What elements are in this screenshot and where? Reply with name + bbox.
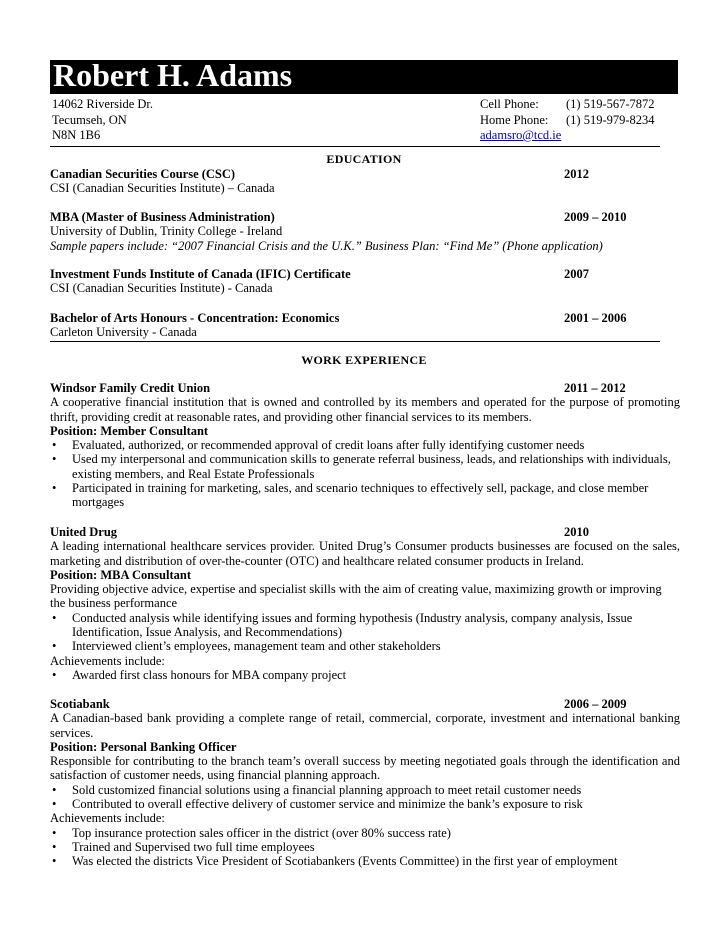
position-title: Position: Personal Banking Officer xyxy=(50,739,237,754)
position-title: Position: Member Consultant xyxy=(50,423,209,438)
company-description: A Canadian-based bank providing a complete range of retail, commercial, corporate, investment and international banking services. xyxy=(50,711,680,740)
list-item: • Sold customized financial solutions using a financial planning approach to meet retail customer needs xyxy=(50,783,680,797)
list-item: • Evaluated, authorized, or recommended approval of credit loans after fully identifying customer needs xyxy=(50,438,680,452)
job-entry xyxy=(50,525,680,682)
address-line: 14062 Riverside Dr. xyxy=(52,97,154,111)
list-item: • Conducted analysis while identifying issues and forming hypothesis (Industry analysis, company analysis, Issue Identification, Issue Analysis, and Recommendations) xyxy=(50,611,680,640)
home-label: Home Phone: xyxy=(480,112,549,127)
phone-block xyxy=(480,97,655,144)
sample-papers-note: Sample papers include: “2007 Financial Crisis and the U.K.” Business Plan: “Find Me” (Phone application) xyxy=(50,238,603,253)
company-name: United Drug xyxy=(50,525,118,539)
job-entry xyxy=(50,697,680,869)
company-description: A cooperative financial institution that is owned and controlled by its members and operated for the purpose of promoting thrift, providing credit at reasonable rates, and providing other financial services to its members. xyxy=(50,395,680,424)
company-name: Windsor Family Credit Union xyxy=(50,381,211,395)
degree-date: 2012 xyxy=(564,167,589,181)
institution: CSI (Canadian Securities Institute) - Canada xyxy=(50,281,273,296)
email-link[interactable]: adamsro@tcd.ie xyxy=(480,128,562,142)
degree-date: 2001 – 2006 xyxy=(564,311,627,325)
job-date: 2011 – 2012 xyxy=(564,381,626,395)
address-line: N8N 1B6 xyxy=(52,128,101,142)
list-item: • Contributed to overall effective delivery of customer service and minimize the bank’s exposure to risk xyxy=(50,797,680,811)
job-entry xyxy=(50,381,680,510)
list-item: • Top insurance protection sales officer in the district (over 80% success rate) xyxy=(50,826,680,840)
education-item xyxy=(50,267,680,296)
duty-list xyxy=(50,783,680,812)
degree-date: 2009 – 2010 xyxy=(564,210,627,224)
address xyxy=(52,97,153,144)
cell-value: (1) 519-567-7872 xyxy=(566,97,655,111)
work-heading: WORK EXPERIENCE xyxy=(301,353,427,367)
duty-list xyxy=(50,438,680,509)
list-item: • Used my interpersonal and communication skills to generate referral business, leads, and relationships with individuals, existing members, and Real Estate Professionals xyxy=(50,452,680,481)
job-date: 2010 xyxy=(564,525,589,539)
position-title: Position: MBA Consultant xyxy=(50,567,191,582)
education-item xyxy=(50,167,680,196)
list-item: • Participated in training for marketing, sales, and scenario techniques to effectively sell, package, and close member mortgages xyxy=(50,481,680,510)
duty-list xyxy=(50,611,680,654)
list-item: • Trained and Supervised two full time employees xyxy=(50,840,680,854)
company-name: Scotiabank xyxy=(50,697,110,711)
candidate-name: Robert H. Adams xyxy=(53,57,293,93)
institution: University of Dublin, Trinity College - Ireland xyxy=(50,224,283,239)
cell-label: Cell Phone: xyxy=(480,97,539,111)
education-item xyxy=(50,210,680,253)
degree-title: Investment Funds Institute of Canada (IFIC) Certificate xyxy=(50,267,351,281)
degree-title: Canadian Securities Course (CSC) xyxy=(50,167,236,181)
home-value: (1) 519-979-8234 xyxy=(566,112,655,127)
role-summary: Responsible for contributing to the branch team’s overall success by meeting negotiated goals through the identification and satisfaction of customer needs, using financial planning approach. xyxy=(50,754,680,783)
role-summary: Providing objective advice, expertise and specialist skills with the aim of creating value, maximizing growth or improving the business performance xyxy=(50,582,662,611)
list-item: • Was elected the districts Vice President of Scotiabankers (Events Committee) in the first year of employment xyxy=(50,854,680,868)
achievement-list xyxy=(50,826,680,869)
company-description: A leading international healthcare services provider. United Drug’s Consumer products businesses are focused on the sales, marketing and distribution of over-the-counter (OTC) and healthcare related consumer products in Ireland. xyxy=(50,539,680,568)
institution: Carleton University - Canada xyxy=(50,325,197,340)
divider xyxy=(50,146,660,147)
achievement-list xyxy=(50,668,680,682)
job-date: 2006 – 2009 xyxy=(564,697,627,711)
education-item xyxy=(50,311,680,340)
degree-date: 2007 xyxy=(564,267,589,281)
education-heading: EDUCATION xyxy=(326,152,402,166)
address-line: Tecumseh, ON xyxy=(52,112,127,127)
achievements-label: Achievements include: xyxy=(50,653,165,668)
divider xyxy=(50,341,660,342)
name-banner xyxy=(50,57,678,94)
list-item: • Awarded first class honours for MBA company project xyxy=(50,668,680,682)
degree-title: MBA (Master of Business Administration) xyxy=(50,210,275,224)
institution: CSI (Canadian Securities Institute) – Canada xyxy=(50,181,275,196)
list-item: • Interviewed client’s employees, management team and other stakeholders xyxy=(50,639,680,653)
achievements-label: Achievements include: xyxy=(50,811,165,826)
degree-title: Bachelor of Arts Honours - Concentration: Economics xyxy=(50,311,340,325)
